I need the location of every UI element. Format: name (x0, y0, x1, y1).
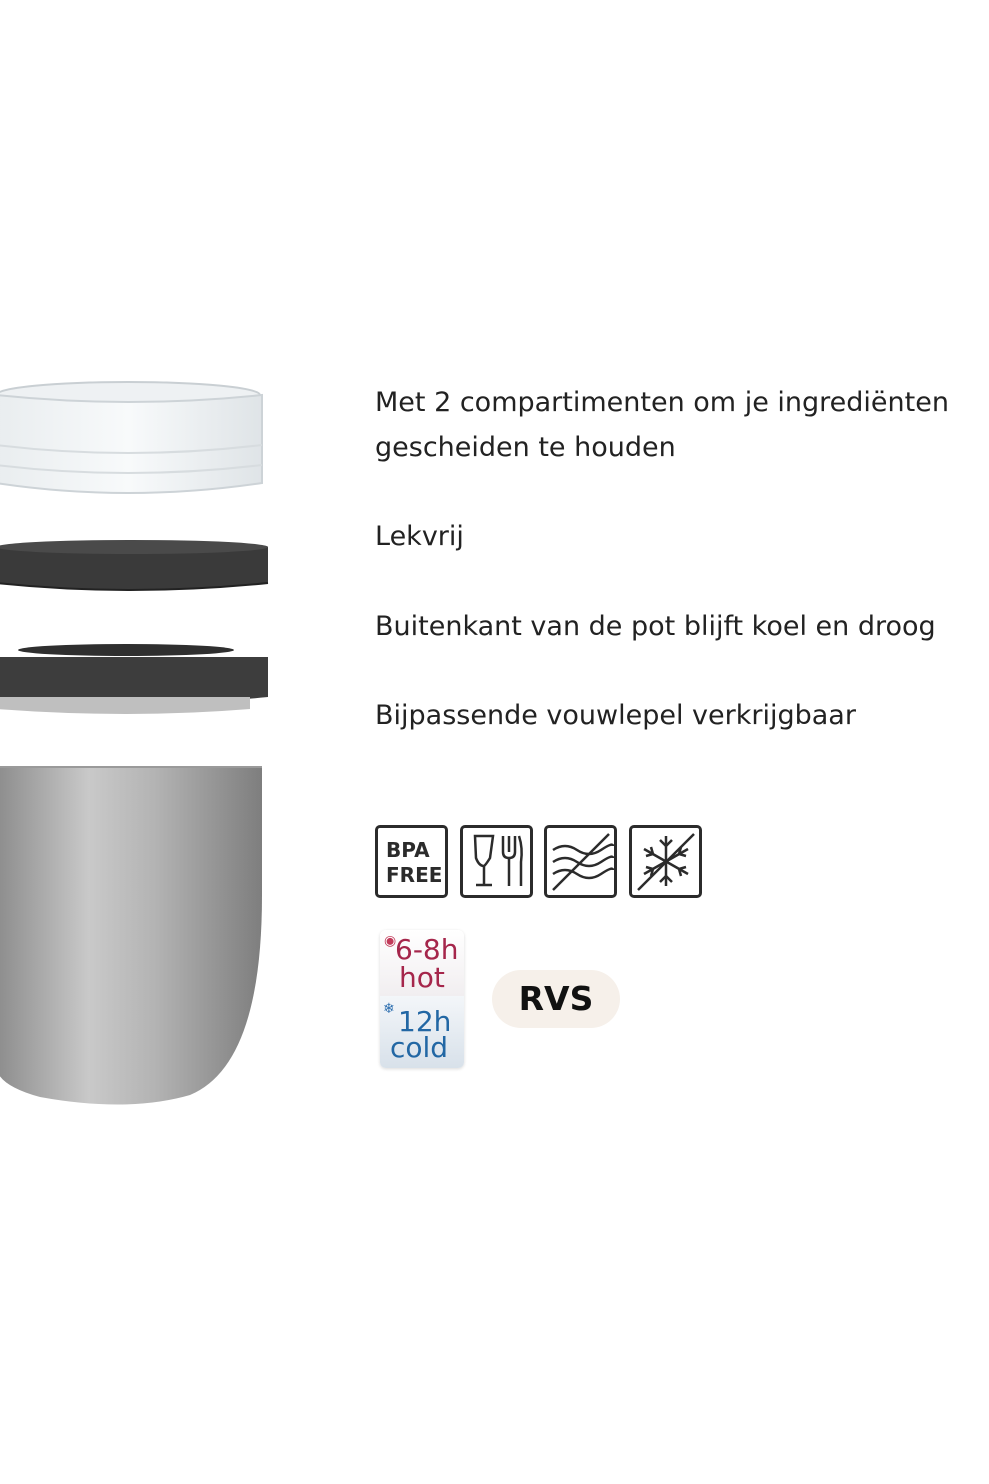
cold-label: cold (390, 1031, 449, 1064)
hot-icon: ◉ (384, 933, 397, 949)
material-badge: RVS (492, 970, 620, 1028)
feature-compartments-line2: gescheiden te houden (375, 432, 676, 463)
temperature-badge (380, 930, 464, 1068)
inner-lid (0, 540, 268, 590)
snowflake-icon: ❄ (383, 1001, 395, 1017)
feature-outside-cool-dry: Buitenkant van de pot blijft koel en droog (375, 611, 936, 642)
clear-cup (0, 382, 262, 493)
feature-folding-spoon: Bijpassende vouwlepel verkrijgbaar (375, 700, 856, 731)
hot-label: hot (399, 961, 445, 994)
feature-compartments-line1: Met 2 compartimenten om je ingrediënten (375, 387, 949, 418)
food-jar-image (0, 375, 280, 1115)
bpa-free-icon (375, 825, 448, 898)
feature-leakproof: Lekvrij (375, 521, 464, 552)
free-label: FREE (386, 863, 443, 887)
hot-duration: 6-8h (395, 933, 459, 966)
microwave-icon (544, 825, 617, 898)
cold-duration: 12h (398, 1005, 452, 1038)
steel-body (0, 767, 262, 1105)
freezer-icon (629, 825, 702, 898)
bpa-label: BPA (386, 838, 430, 862)
outer-lid (0, 644, 268, 714)
food-safe-icon (460, 825, 533, 898)
